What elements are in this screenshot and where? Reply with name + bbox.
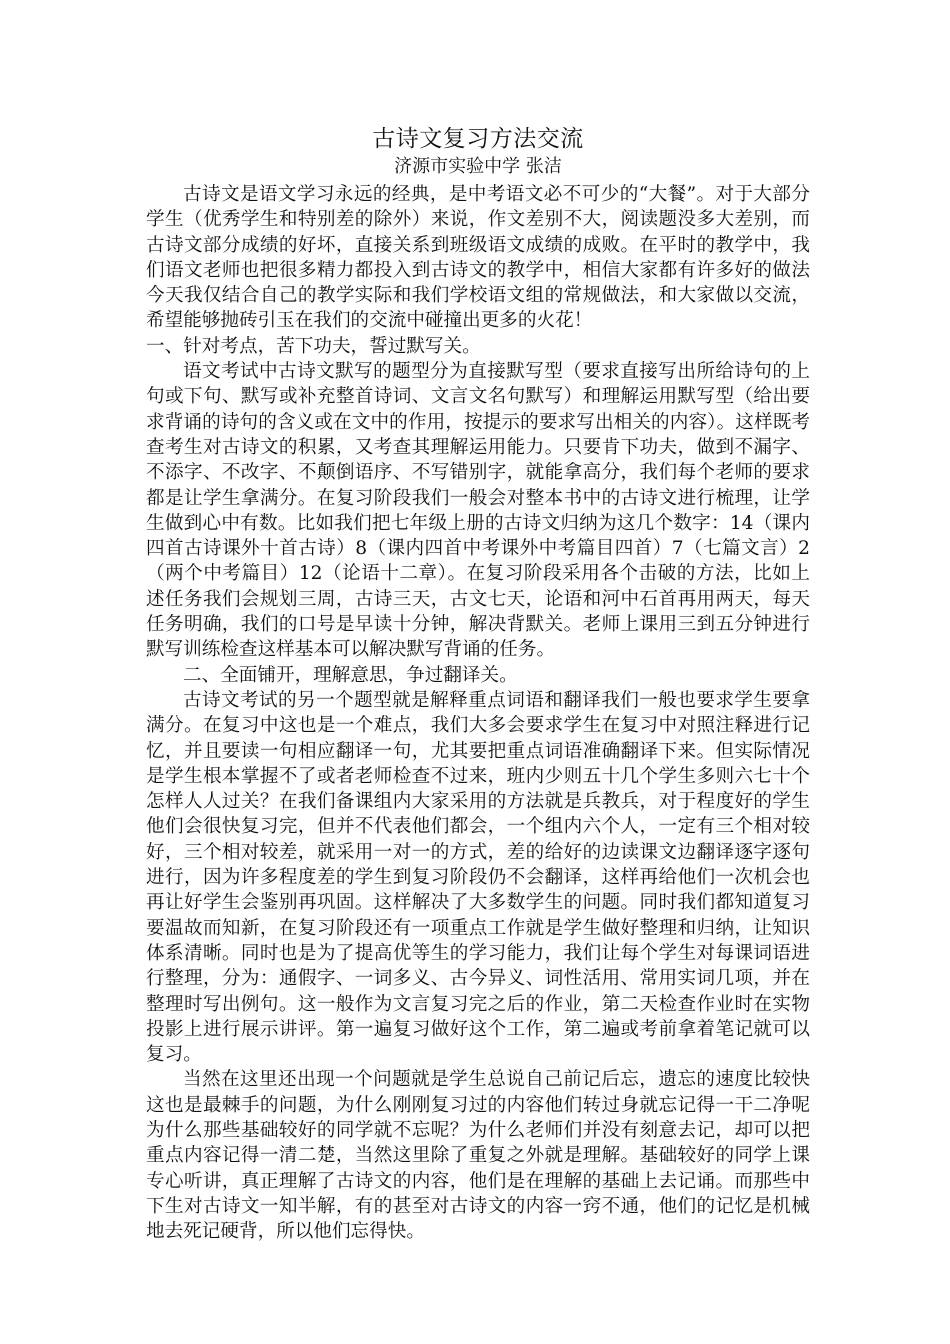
- section-1-heading: 一、针对考点，苦下功夫，誓过默写关。: [146, 335, 481, 357]
- document-title: 古诗文复习方法交流: [372, 126, 584, 152]
- section-2-paragraph: 古诗文考试的另一个题型就是解释重点词语和翻译我们一般也要求学生要拿满分。在复习中这也是一个难点，我们大多会要求学生在复习中对照注释进行记忆，并且要读一句相应翻译一句，尤其要把重点词语准确翻译下来。但实际情况是学生根本掌握不了或者老师检查不过来，班内少则五十几个学生多则六七十个怎样人人过关？在我们备课组内大家采用的方法就是兵教兵，对于程度好的学生他们会很快复习完，但并不代表他们都会，一个组内六个人，一定有三个相对较好，三个相对较差，就采用一对一的方式，差的给好的边读课文边翻译逐字逐句进行，因为许多程度差的学生到复习阶段仍不会翻译，这样再给他们一次机会也再让好学生会鉴别再巩固。这样解决了大多数学生的问题。同时我们都知道复习要温故而知新，在复习阶段还有一项重点工作就是学生做好整理和归纳，让知识体系清晰。同时也是为了提高优等生的学习能力，我们让每个学生对每课词语进行整理，分为：通假字、一词多义、古今异义、词性活用、常用实词几项，并在整理时写出例句。这一般作为文言复习完之后的作业，第二天检查作业时在实物投影上进行展示讲评。第一遍复习做好这个工作，第二遍或考前拿着笔记就可以复习。: [146, 689, 810, 1066]
- document-page: [146, 124, 810, 1244]
- section-1-paragraph: 语文考试中古诗文默写的题型分为直接默写型（要求直接写出所给诗句的上句或下句、默写或补充整首诗词、文言文名句默写）和理解运用默写型（给出要求背诵的诗句的含义或在文中的作用，按提示的要求写出相关的内容）。这样既考查考生对古诗文的积累，又考查其理解运用能力。只要肯下功夫，做到不漏字、不添字、不改字、不颠倒语序、不写错别字，就能拿高分，我们每个老师的要求都是让学生拿满分。在复习阶段我们一般会对整本书中的古诗文进行梳理，让学生做到心中有数。比如我们把七年级上册的古诗文归纳为这几个数字：14（课内四首古诗课外十首古诗）8（课内四首中考课外中考篇目四首）7（七篇文言）2（两个中考篇目）12（论语十二章）。在复习阶段采用各个击破的方法，比如上述任务我们会规划三周，古诗三天，古文七天，论语和河中石首再用两天，每天任务明确，我们的口号是早读十分钟，解决背默关。老师上课用三到五分钟进行默写训练检查这样基本可以解决默写背诵的任务。: [146, 361, 810, 661]
- author-byline: 济源市实验中学 张洁: [394, 156, 562, 177]
- section-2-heading: 二、全面铺开，理解意思，争过翻译关。: [183, 664, 518, 686]
- intro-paragraph: 古诗文是语文学习永远的经典，是中考语文必不可少的“大餐”。对于大部分学生（优秀学生和特别差的除外）来说，作文差别不大，阅读题没多大差别，而古诗文部分成绩的好坏，直接关系到班级语文成绩的成败。在平时的教学中，我们语文老师也把很多精力都投入到古诗文的教学中，相信大家都有许多好的做法今天我仅结合自己的教学实际和我们学校语文组的常规做法，和大家做以交流，希望能够抛砖引玉在我们的交流中碰撞出更多的火花！: [146, 184, 810, 332]
- section-3-paragraph: 当然在这里还出现一个问题就是学生总说自己前记后忘，遗忘的速度比较快这也是最棘手的问题，为什么刚刚复习过的内容他们转过身就忘记得一干二净呢为什么那些基础较好的同学就不忘呢？为什么老师们并没有刻意去记，却可以把重点内容记得一清二楚，当然这里除了重复之外就是理解。基础较好的同学上课专心听讲，真正理解了古诗文的内容，他们是在理解的基础上去记诵。而那些中下生对古诗文一知半解，有的甚至对古诗文的内容一窍不通，他们的记忆是机械地去死记硬背，所以他们忘得快。: [146, 1069, 810, 1243]
